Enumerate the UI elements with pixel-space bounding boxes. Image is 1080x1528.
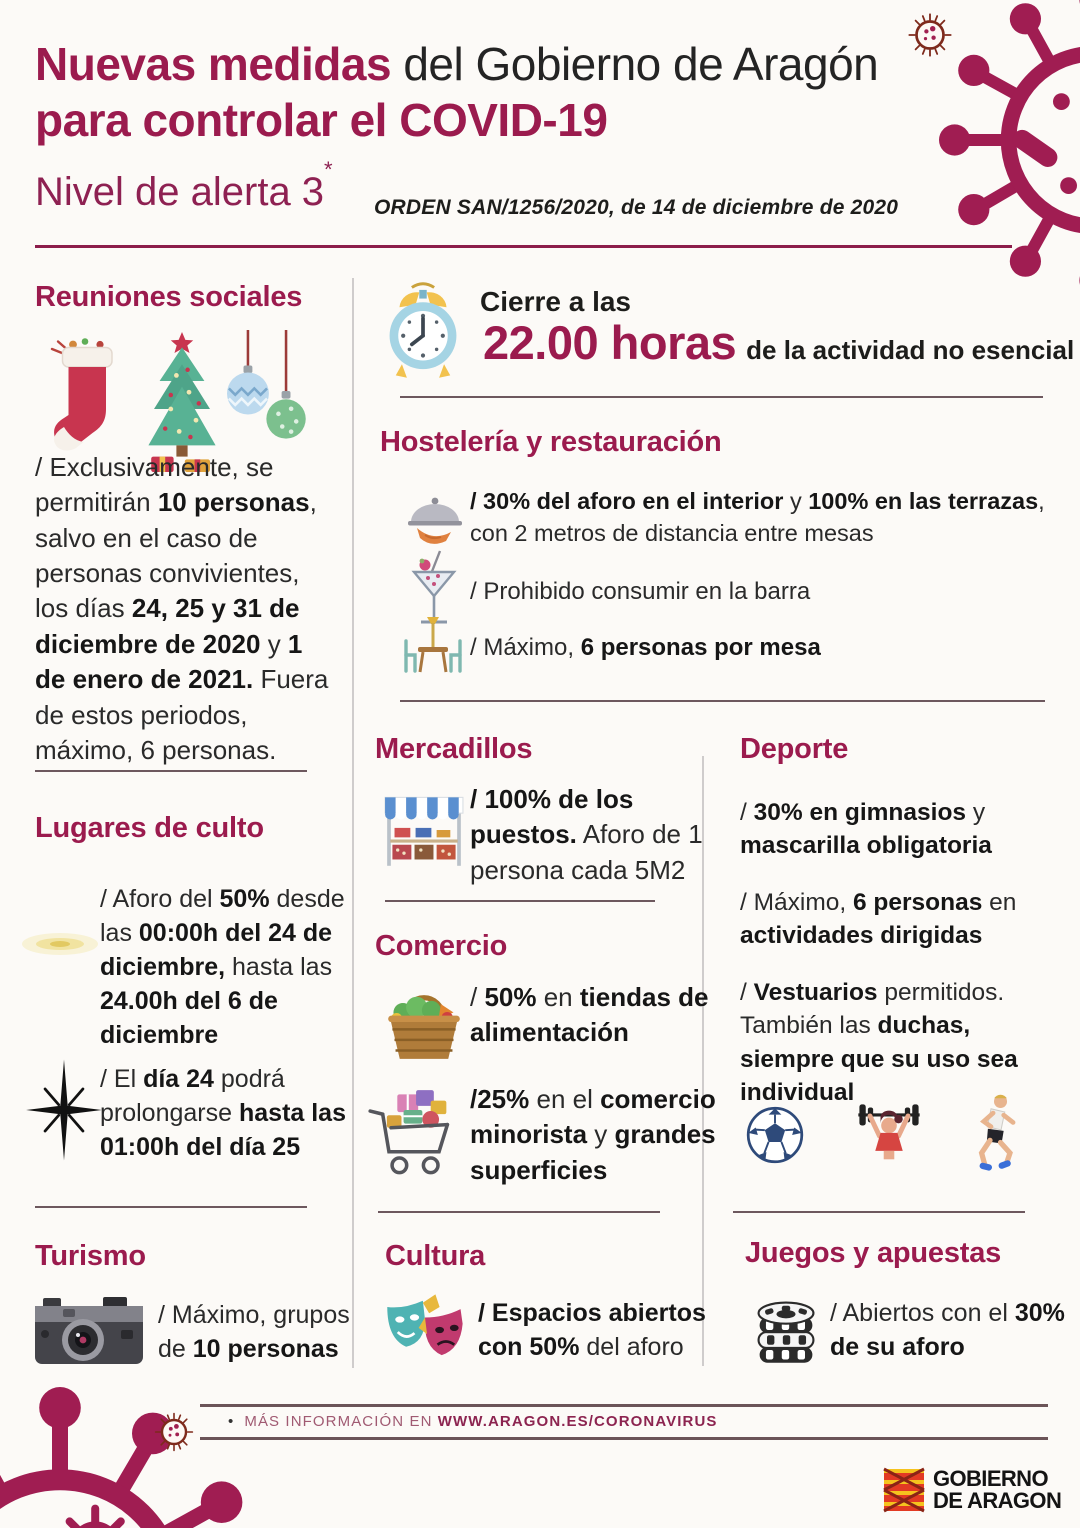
aragon-flag-icon [883, 1466, 927, 1514]
juegos-body: / Abiertos con el 30% de su aforo [830, 1299, 1065, 1361]
deporte-item-1: / 30% en gimnasios y mascarilla obligatoria [740, 799, 992, 860]
poker-chips-icon [752, 1292, 820, 1368]
comercio-item-1: / 50% en tiendas de alimentación [470, 982, 709, 1048]
left-divider-2 [35, 1206, 307, 1208]
mid-column-divider [385, 900, 655, 902]
section-title-reuniones: Reuniones sociales [35, 281, 303, 313]
theater-masks-icon [381, 1292, 471, 1368]
alert-asterisk: * [324, 156, 333, 182]
hosteleria-item-3: / Máximo, 6 personas por mesa [470, 634, 821, 661]
logo-line-1: GOBIERNO [933, 1465, 1048, 1491]
footer-info-url[interactable]: WWW.ARAGON.ES/CORONAVIRUS [437, 1413, 718, 1430]
hosteleria-item-2: / Prohibido consumir en la barra [470, 578, 811, 605]
footer-rule-bottom [200, 1437, 1048, 1440]
right-divider [733, 1211, 1025, 1213]
footer-info [228, 1413, 718, 1430]
footer-info-label: MÁS INFORMACIÓN EN [244, 1413, 438, 1430]
section-title-cultura: Cultura [385, 1240, 486, 1272]
footer-bullet: • [228, 1413, 235, 1430]
page-title: Nuevas medidas del Gobierno de Aragón para controlar el COVID-19 [35, 38, 879, 147]
comercio-item-2: /25% en el comercio minorista y grandes superficies [470, 1084, 716, 1185]
runner-icon [958, 1092, 1022, 1174]
virus-small-icon [150, 1408, 198, 1456]
weightlifter-icon [852, 1098, 926, 1172]
shopping-cart-icon [366, 1086, 462, 1182]
cloche-icon [403, 490, 467, 546]
mercadillos-body: / 100% de los puestos. Aforo de 1 persona cada 5M2 [470, 784, 703, 885]
section-title-comercio: Comercio [375, 930, 508, 962]
left-divider-1 [35, 770, 307, 772]
section-title-deporte: Deporte [740, 733, 849, 765]
cierre-time: 22.00 horas [483, 316, 737, 369]
section-title-juegos: Juegos y apuestas [745, 1237, 1002, 1269]
header-rule [35, 245, 1012, 248]
lugares-item-2: / El día 24 podrá prolongarse hasta las 01:00h del día 25 [100, 1065, 346, 1161]
virus-small-icon [903, 8, 957, 62]
cultura-divider [378, 1211, 660, 1213]
ornaments-icon [225, 330, 309, 457]
reuniones-body: / Exclusivamente, se permitirán 10 personas, salvo en el caso de personas convivientes, los días 24, 25 y 31 de diciembre de 2020 y 1 de enero de 2021. Fuera de estos periodos, máximo, 6 personas. [35, 452, 329, 765]
column-divider-left [352, 278, 354, 1368]
footer-rule-top [200, 1404, 1048, 1407]
cierre-rest: de la actividad no esencial [746, 335, 1075, 365]
middle-divider-bottom [400, 700, 1045, 702]
cierre-label: Cierre a las [480, 286, 631, 317]
candle-glow-icon [20, 918, 100, 970]
lugares-item-1: / Aforo del 50% desde las 00:00h del 24 de diciembre, hasta las 24.00h del 6 de diciembre [100, 885, 345, 1049]
section-title-lugares: Lugares de culto [35, 812, 264, 844]
deporte-item-2: / Máximo, 6 personas en actividades dirigidas [740, 889, 1017, 950]
section-title-hosteleria: Hostelería y restauración [380, 426, 722, 458]
turismo-body: / Máximo, grupos de 10 personas [158, 1301, 350, 1363]
section-title-turismo: Turismo [35, 1240, 146, 1272]
gobierno-aragon-logo [883, 1466, 1061, 1514]
alarm-clock-icon [382, 280, 464, 384]
alert-level [35, 156, 333, 215]
soccer-ball-icon [745, 1105, 805, 1165]
food-basket-icon [381, 983, 467, 1061]
section-title-mercadillos: Mercadillos [375, 733, 533, 765]
hosteleria-item-1: / 30% del aforo en el interior y 100% en las terrazas, con 2 metros de distancia entre mesas [470, 488, 1045, 546]
logo-line-2: DE ARAGON [933, 1488, 1062, 1513]
market-stall-icon [381, 790, 467, 870]
cierre-line [483, 315, 1074, 370]
deporte-item-3: / Vestuarios permitidos. También las duchas, siempre que su uso sea individual [740, 979, 1018, 1106]
order-reference: ORDEN SAN/1256/2020, de 14 de diciembre de 2020 [374, 196, 899, 219]
alert-level-text: Nivel de alerta 3 [35, 170, 325, 214]
terrace-table-icon [396, 614, 470, 676]
cultura-body: / Espacios abiertos con 50% del aforo [478, 1299, 706, 1361]
middle-divider-top [400, 396, 1043, 398]
sparkle-star-icon [24, 1055, 104, 1165]
logo-text [933, 1465, 1062, 1513]
